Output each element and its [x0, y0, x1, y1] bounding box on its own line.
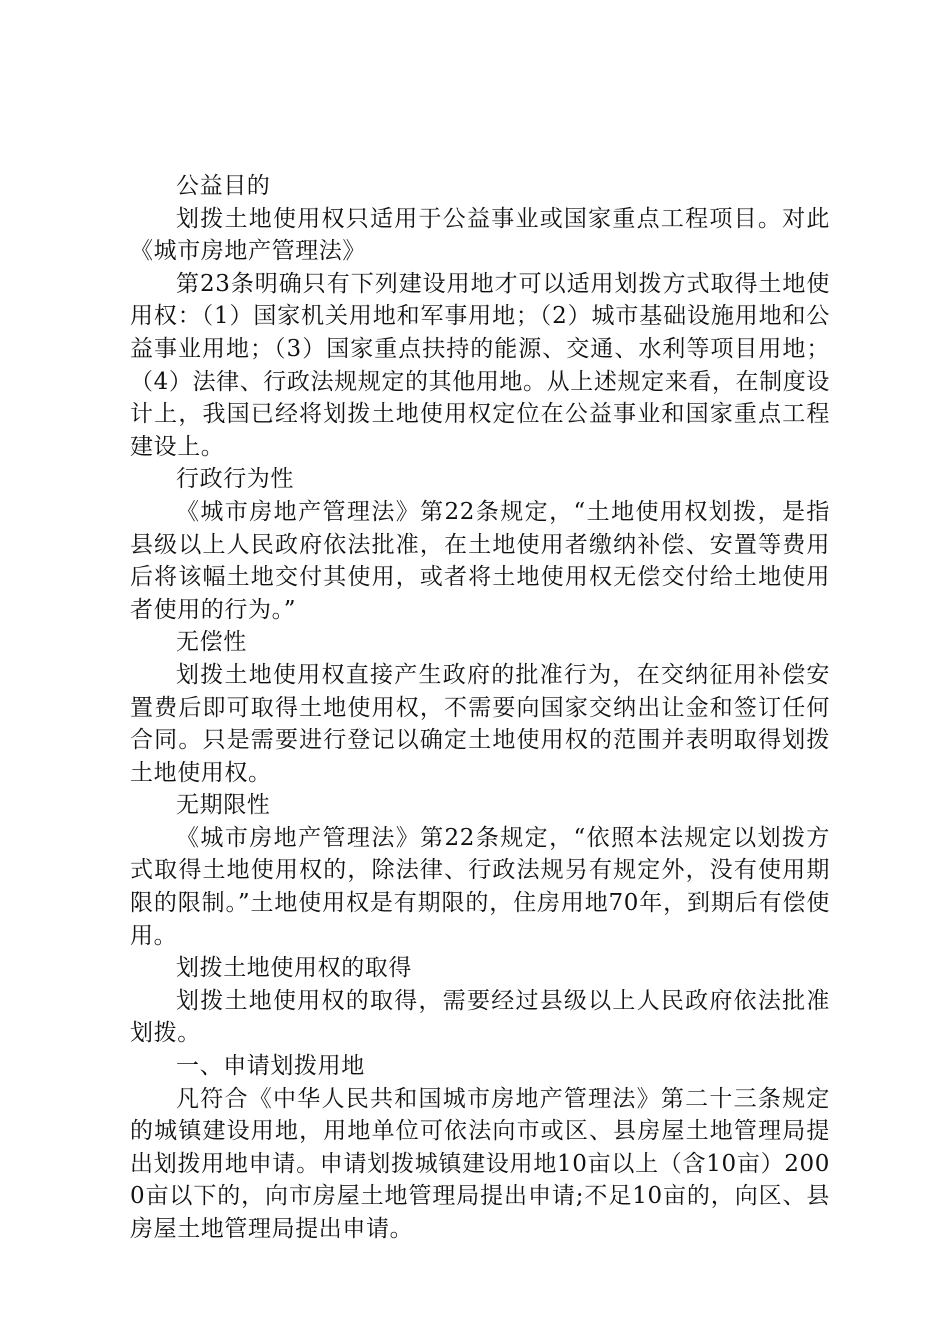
heading-administrative: 行政行为性 [176, 466, 294, 493]
para-acquisition: 划拨土地使用权的取得，需要经过县级以上人民政府依法批准划拨。 [130, 987, 830, 1047]
para-application: 凡符合《中华人民共和国城市房地产管理法》第二十三条规定的城镇建设用地，用地单位可依法向市或区、县房屋土地管理局提出划拨用地申请。申请划拨城镇建设用地10亩以上（含10亩）2000亩以下的，向市房屋土地管理局提出申请;不足10亩的，向区、县房屋土地管理局提出申请。 [130, 1085, 830, 1242]
para-gratuitous: 划拨土地使用权直接产生政府的批准行为，在交纳征用补偿安置费后即可取得土地使用权，不需要向国家交纳出让金和签订任何合同。只是需要进行登记以确定土地使用权的范围并表明取得划拨土地使用权。 [130, 661, 830, 786]
heading-public-purpose: 公益目的 [176, 173, 271, 199]
para-public-purpose-1: 划拨土地使用权只适用于公益事业或国家重点工程项目。对此《城市房地产管理法》 [130, 205, 830, 265]
heading-acquisition: 划拨土地使用权的取得 [176, 955, 412, 982]
heading-gratuitous: 无偿性 [176, 629, 247, 656]
para-public-purpose-2: 第23条明确只有下列建设用地才可以适用划拨方式取得土地使用权：（1）国家机关用地和军事用地；（2）城市基础设施用地和公益事业用地；（3）国家重点扶持的能源、交通、水利等项目用地；（4）法律、行政法规规定的其他用地。从上述规定来看，在制度设计上，我国已经将划拨土地使用权定位在公益事业和国家重点工程建设上。 [130, 270, 830, 460]
heading-unlimited-term: 无期限性 [176, 792, 271, 819]
para-administrative: 《城市房地产管理法》第22条规定，“土地使用权划拨，是指县级以上人民政府依法批准，在土地使用者缴纳补偿、安置等费用后将该幅土地交付其使用，或者将土地使用权无偿交付给土地使用者使用的行为。” [130, 498, 830, 623]
heading-application: 一、申请划拨用地 [176, 1053, 365, 1080]
para-unlimited-term: 《城市房地产管理法》第22条规定，“依照本法规定以划拨方式取得土地使用权的，除法律、行政法规另有规定外，没有使用期限的限制。”土地使用权是有期限的，住房用地70年，到期后有偿使用。 [130, 824, 830, 949]
document-body [130, 170, 830, 1246]
